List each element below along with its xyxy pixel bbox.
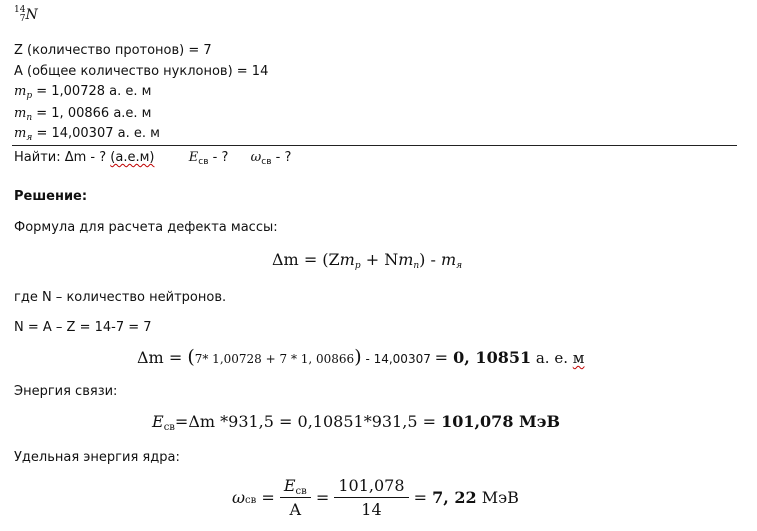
fraction-energy [280,476,311,519]
frac2-den: 14 [361,500,382,519]
mp-sub: p [26,91,33,101]
specific-unit: МэВ [476,488,519,507]
specific-eq3: = [408,488,433,507]
nuclide-notation [14,6,38,24]
find-omega-symbol: ω [250,150,262,165]
z-line: Z (количество протонов) = 7 [14,43,212,58]
specific-result: 7, 22 [432,488,477,507]
delta-paren-close: ) [354,346,362,368]
frac1-den: A [289,500,302,519]
mn-line [14,106,151,121]
delta-unit-m: м [572,349,585,367]
frac1-num-sub: св [295,486,307,497]
mn-sub: n [26,113,33,123]
omega-sub: св [245,495,257,506]
formula-lhs: Δm = (Z [272,250,340,269]
specific-eq1: = [256,488,280,507]
formula-s3: я [456,261,463,271]
mn-symbol: m [14,106,27,121]
formula-plus: + N [360,250,399,269]
delta-body: 7* 1,00728 + 7 * 1, 00866 [194,352,355,366]
delta-paren-open: ( [187,346,195,368]
energy-label: Энергия связи: [14,384,118,399]
delta-result: 0, 10851 [453,348,532,367]
mass-number: 14 [14,5,26,15]
find-esv-symbol: E [188,150,199,165]
mya-line [14,126,160,141]
find-esv-sub: св [198,157,209,167]
find-unit: (а.е.м) [110,150,155,165]
omega-symbol: ω [232,488,246,507]
find-line [14,150,291,165]
fraction-values [334,476,408,519]
delta-lhs: Δm = [137,348,188,367]
mya-sub: я [26,133,33,143]
find-prefix: Найти: Δm - ? [14,150,111,165]
formula-s2: n [413,261,420,271]
delta-calc [137,346,584,368]
mya-value: = 14,00307 а. е. м [36,126,160,141]
energy-sub: св [163,422,175,433]
specific-eq2: = [310,488,335,507]
energy-body: =Δm *931,5 = 0,10851*931,5 = [174,412,442,431]
delta-unit-a: а. е. [531,349,573,367]
find-esv-q: - ? [208,150,229,165]
mass-defect-formula [272,250,462,269]
mp-line [14,84,151,99]
formula-m3: m [440,250,457,269]
delta-eq: = [434,348,454,367]
specific-label: Удельная энергия ядра: [14,450,180,465]
formula-s1: p [354,261,361,271]
formula-close: ) - [419,250,441,269]
solution-heading: Решение: [14,189,88,204]
mp-value: = 1,00728 а. е. м [36,84,152,99]
energy-e: E [152,412,164,431]
energy-calc [152,412,560,431]
formula-m1: m [339,250,355,269]
energy-result: 101,078 МэВ [441,412,560,431]
frac1-num-e: E [283,476,296,495]
a-line: А (общее количество нуклонов) = 14 [14,64,269,79]
mp-symbol: m [14,84,27,99]
mn-value: = 1, 00866 а.е. м [36,106,152,121]
atomic-number: 7 [19,14,26,24]
specific-calc [232,476,519,519]
find-omega-q: - ? [271,150,292,165]
n-calc: N = А – Z = 14-7 = 7 [14,320,152,335]
delta-minus: - 14,00307 [361,352,435,366]
formula-m2: m [398,250,414,269]
formula-label: Формула для расчета дефекта массы: [14,220,278,235]
nuclide-symbol: N [25,7,38,23]
find-omega-sub: св [261,157,272,167]
mya-symbol: m [14,126,27,141]
where-text: где N – количество нейтронов. [14,290,227,305]
frac2-num: 101,078 [334,476,408,498]
divider-rule [12,145,737,146]
